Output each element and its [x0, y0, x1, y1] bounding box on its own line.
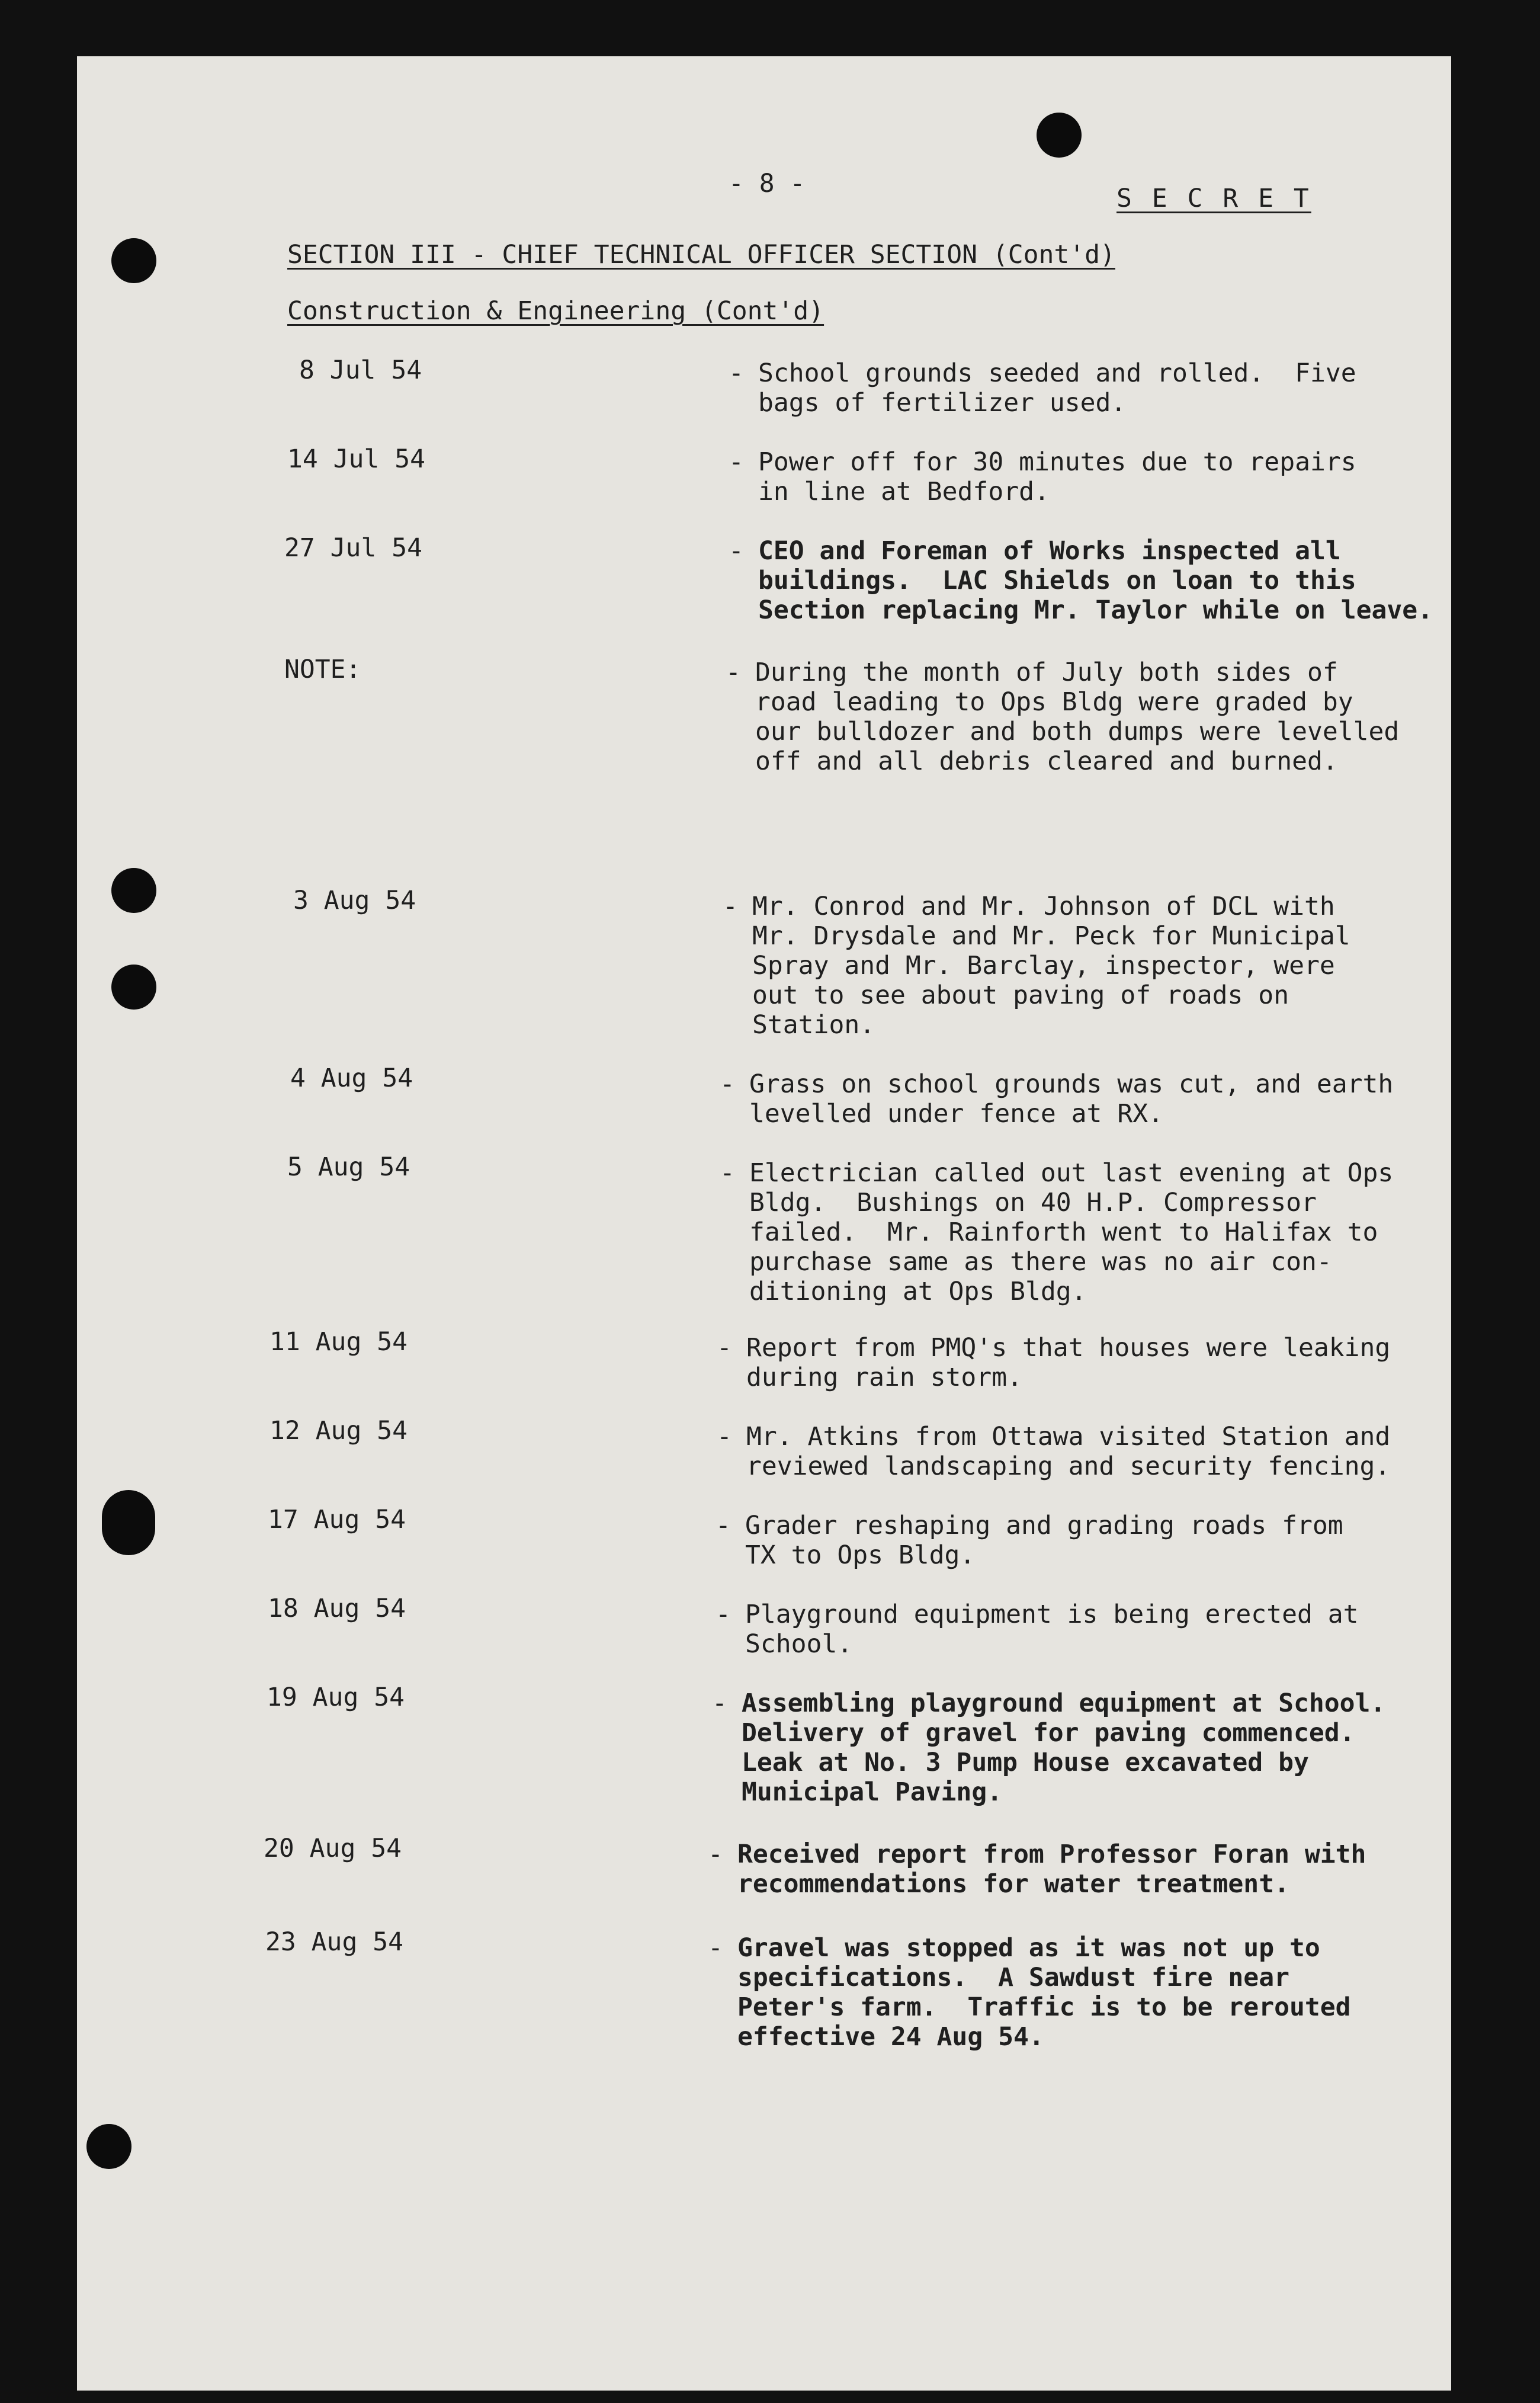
entry-dash: - [717, 1422, 732, 1452]
entry-text: School grounds seeded and rolled. Five bags of fertilizer used. [758, 358, 1356, 418]
entry-date: 27 Jul 54 [284, 533, 422, 563]
entry-date: 19 Aug 54 [267, 1683, 405, 1712]
entry-text: Received report from Professor Foran with recommendations for water treatment. [737, 1840, 1366, 1899]
entry-dash: - [716, 1511, 731, 1540]
entry-text: CEO and Foreman of Works inspected all buildings. LAC Shields on loan to this Section replacing Mr. Taylor while on leave. [758, 536, 1433, 625]
entry-date: 8 Jul 54 [299, 355, 422, 385]
entry-date: 4 Aug 54 [290, 1063, 413, 1093]
entry-date: 14 Jul 54 [287, 444, 425, 474]
entry-text: Electrician called out last evening at Ops Bldg. Bushings on 40 H.P. Compressor failed. Mr. Rainforth went to Halifax to purchase same as there was no air con- ditioning at Ops Bldg. [749, 1158, 1394, 1306]
entry-text: During the month of July both sides of road leading to Ops Bldg were graded by our bulldozer and both dumps were levelled off and all debris cleared and burned. [755, 658, 1400, 776]
entry-text: Playground equipment is being erected at School. [745, 1600, 1359, 1659]
entry-text: Mr. Conrod and Mr. Johnson of DCL with Mr. Drysdale and Mr. Peck for Municipal Spray and Mr. Barclay, inspector, were out to see about paving of roads on Station. [752, 892, 1350, 1040]
entry-text: Grass on school grounds was cut, and earth levelled under fence at RX. [749, 1069, 1394, 1129]
entry-dash: - [716, 1600, 731, 1629]
entry-date: NOTE: [284, 655, 361, 684]
entry-text: Assembling playground equipment at School. Delivery of gravel for paving commenced. Leak at No. 3 Pump House excavated by Municipal Paving. [742, 1688, 1386, 1807]
entry-dash: - [708, 1933, 723, 1963]
section-title: SECTION III - CHIEF TECHNICAL OFFICER SECTION (Cont'd) [287, 240, 1115, 270]
entry-dash: - [717, 1333, 732, 1363]
entry-dash: - [729, 358, 744, 388]
binder-hole [102, 1490, 155, 1555]
entry-dash: - [720, 1158, 735, 1188]
entry-date: 23 Aug 54 [265, 1927, 403, 1957]
entry-dash: - [726, 658, 741, 687]
entry-text: Mr. Atkins from Ottawa visited Station and reviewed landscaping and security fencing. [746, 1422, 1391, 1481]
entry-dash: - [723, 892, 738, 921]
binder-hole [111, 238, 156, 283]
entry-dash: - [729, 447, 744, 477]
binder-hole [111, 965, 156, 1010]
entry-date: 12 Aug 54 [270, 1416, 408, 1446]
entry-dash: - [720, 1069, 735, 1099]
entry-date: 11 Aug 54 [270, 1327, 408, 1357]
entry-dash: - [712, 1688, 727, 1718]
entry-dash: - [708, 1840, 723, 1869]
entry-dash: - [729, 536, 744, 566]
entry-date: 3 Aug 54 [293, 886, 416, 915]
subsection-title: Construction & Engineering (Cont'd) [287, 296, 824, 326]
entry-text: Gravel was stopped as it was not up to specifications. A Sawdust fire near Peter's farm. Traffic is to be rerouted effective 24 Aug 54. [737, 1933, 1351, 2052]
entry-date: 5 Aug 54 [287, 1152, 410, 1182]
binder-hole [111, 868, 156, 913]
entry-text: Grader reshaping and grading roads from TX to Ops Bldg. [745, 1511, 1343, 1570]
binder-hole [1037, 113, 1082, 158]
entry-text: Power off for 30 minutes due to repairs in line at Bedford. [758, 447, 1356, 507]
entry-date: 18 Aug 54 [268, 1594, 406, 1623]
entry-date: 17 Aug 54 [268, 1505, 406, 1534]
page-number: - 8 - [729, 169, 806, 198]
entry-date: 20 Aug 54 [264, 1834, 402, 1863]
document-page [77, 56, 1451, 2391]
binder-hole [86, 2124, 131, 2169]
classification-marking: S E C R E T [1116, 184, 1311, 213]
entry-text: Report from PMQ's that houses were leaking during rain storm. [746, 1333, 1391, 1392]
